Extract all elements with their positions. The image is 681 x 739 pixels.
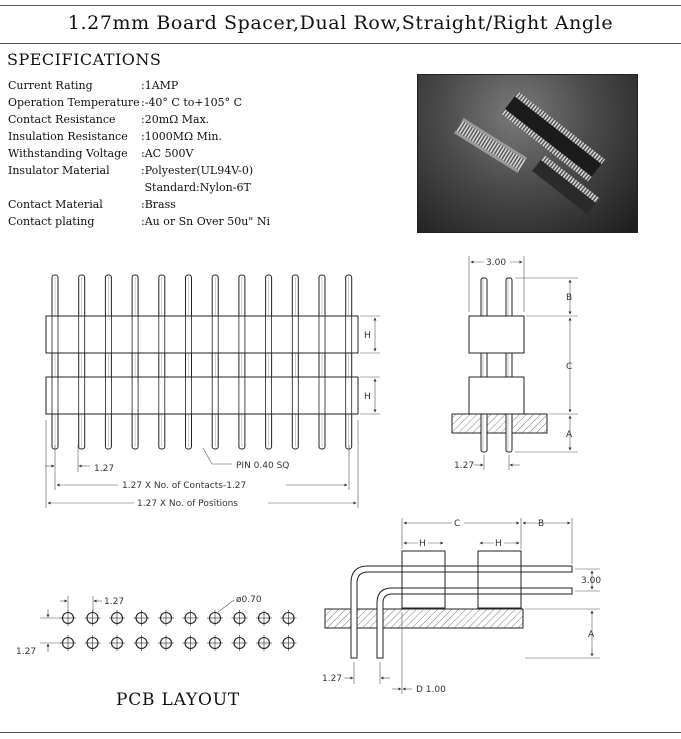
front-pins (52, 275, 352, 449)
spec-key: Contact Material (8, 198, 103, 211)
spec-value: :1AMP (141, 79, 179, 92)
positions-dimension-label: 1.27 X No. of Positions (137, 499, 238, 509)
side-pitch-label: 1.27 (454, 461, 475, 471)
front-insulator-top (46, 316, 358, 353)
pcb-pitch-y-label: 1.27 (16, 647, 37, 657)
spec-key: Insulation Resistance (8, 130, 128, 143)
front-insulator-bottom (46, 377, 358, 414)
ra-d-label: D 1.00 (416, 685, 446, 695)
spec-key: Contact plating (8, 215, 95, 228)
pcb-layout-label: PCB LAYOUT (116, 690, 241, 710)
page-title: 1.27mm Board Spacer,Dual Row,Straight/Right Angle (67, 12, 614, 34)
ra-h-label: H (495, 539, 502, 549)
ra-b-label: B (538, 519, 545, 529)
spec-key: Operation Temperature (8, 96, 140, 109)
spec-key: Contact Resistance (8, 113, 116, 126)
spec-value: :Au or Sn Over 50u" Ni (141, 215, 271, 228)
side-b-label: B (566, 293, 573, 303)
spec-key: Insulator Material (8, 164, 110, 177)
spec-value: :Polyester(UL94V-0) (141, 164, 254, 177)
side-a-label: A (566, 430, 573, 440)
ra-height-label: 3.00 (581, 576, 602, 586)
pcb-pitch-x-label: 1.27 (104, 597, 125, 607)
side-width-label: 3.00 (486, 258, 507, 268)
front-h-label: H (364, 331, 371, 341)
side-c-label: C (566, 362, 573, 372)
side-view (452, 256, 578, 470)
spec-value: :AC 500V (141, 147, 194, 160)
front-h-label: H (364, 392, 371, 402)
spec-value: Standard:Nylon-6T (141, 181, 251, 194)
right-angle-view (325, 518, 600, 694)
spec-key: Withstanding Voltage (8, 147, 128, 160)
contacts-dimension-label: 1.27 X No. of Contacts-1.27 (122, 481, 247, 491)
spec-value: :-40° C to+105° C (141, 96, 242, 109)
front-pitch-label: 1.27 (94, 464, 115, 474)
ra-h-label: H (419, 539, 426, 549)
pcb-hole-label: ø0.70 (236, 595, 262, 605)
spec-value: :Brass (141, 198, 176, 211)
ra-c-label: C (454, 519, 461, 529)
ra-a-label: A (588, 630, 595, 640)
pin-size-label: PIN 0.40 SQ (236, 461, 290, 471)
spec-key: Current Rating (8, 79, 93, 92)
spec-value: :20mΩ Max. (141, 113, 210, 126)
ra-pitch-label: 1.27 (322, 674, 343, 684)
specifications-heading: SPECIFICATIONS (7, 50, 162, 69)
spec-value: :1000MΩ Min. (141, 130, 222, 143)
pcb-holes (60, 610, 297, 651)
